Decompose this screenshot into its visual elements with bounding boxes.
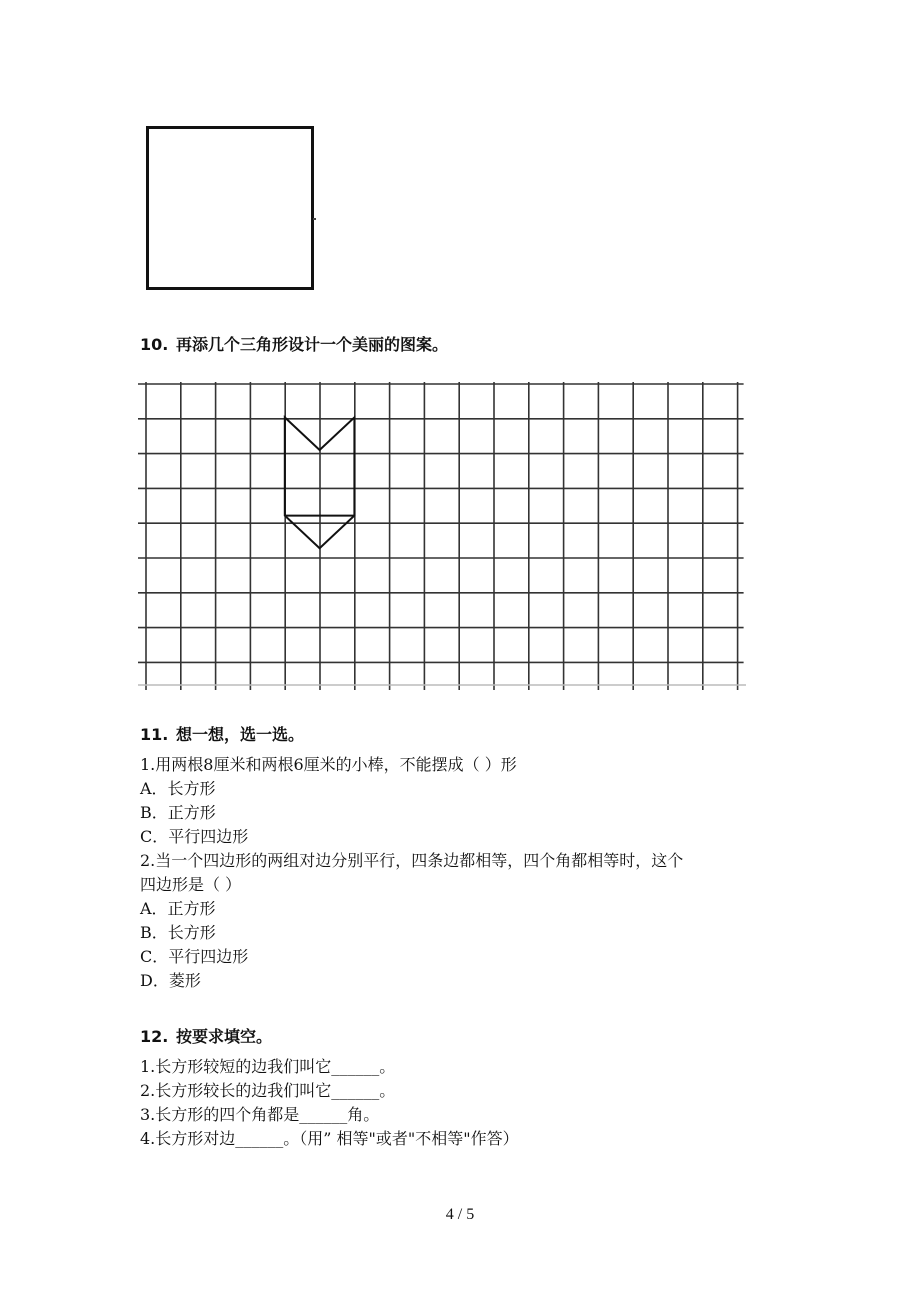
- question-11-number: 11.: [140, 725, 169, 744]
- q11-line: A．长方形: [140, 779, 216, 798]
- drawing-grid: [138, 380, 748, 694]
- q11-line: B．正方形: [140, 803, 216, 822]
- q12-line: 1.长方形较短的边我们叫它______。: [140, 1057, 396, 1076]
- q11-line: C．平行四边形: [140, 947, 249, 966]
- question-12-title: 按要求填空。: [176, 1027, 273, 1046]
- q11-line: 四边形是（ ）: [140, 875, 242, 894]
- question-11-heading: [140, 722, 304, 745]
- question-11-title: 想一想，选一选。: [176, 725, 305, 744]
- q11-line: D．菱形: [140, 971, 201, 990]
- question-10-title: 再添几个三角形设计一个美丽的图案。: [176, 335, 449, 354]
- q12-line: 2.长方形较长的边我们叫它______。: [140, 1081, 396, 1100]
- question-10-number: 10.: [140, 335, 169, 354]
- question-12-number: 12.: [140, 1027, 169, 1046]
- q12-line: 3.长方形的四个角都是______角。: [140, 1105, 380, 1124]
- question-10-heading: [140, 332, 448, 355]
- q11-line: C．平行四边形: [140, 827, 249, 846]
- q11-line: A．正方形: [140, 899, 216, 918]
- q11-line: 1.用两根8厘米和两根6厘米的小棒，不能摆成（ ）形: [140, 755, 517, 774]
- figure-mark: [313, 218, 316, 220]
- q12-line: 4.长方形对边______。（用” 相等"或者"不相等"作答）: [140, 1129, 519, 1148]
- q11-line: B．长方形: [140, 923, 216, 942]
- question-12-heading: [140, 1024, 272, 1047]
- square-figure: [146, 126, 314, 290]
- q11-line: 2.当一个四边形的两组对边分别平行，四条边都相等，四个角都相等时，这个: [140, 851, 684, 870]
- grid-svg: [138, 380, 748, 690]
- page-number: 4 / 5: [445, 1206, 475, 1223]
